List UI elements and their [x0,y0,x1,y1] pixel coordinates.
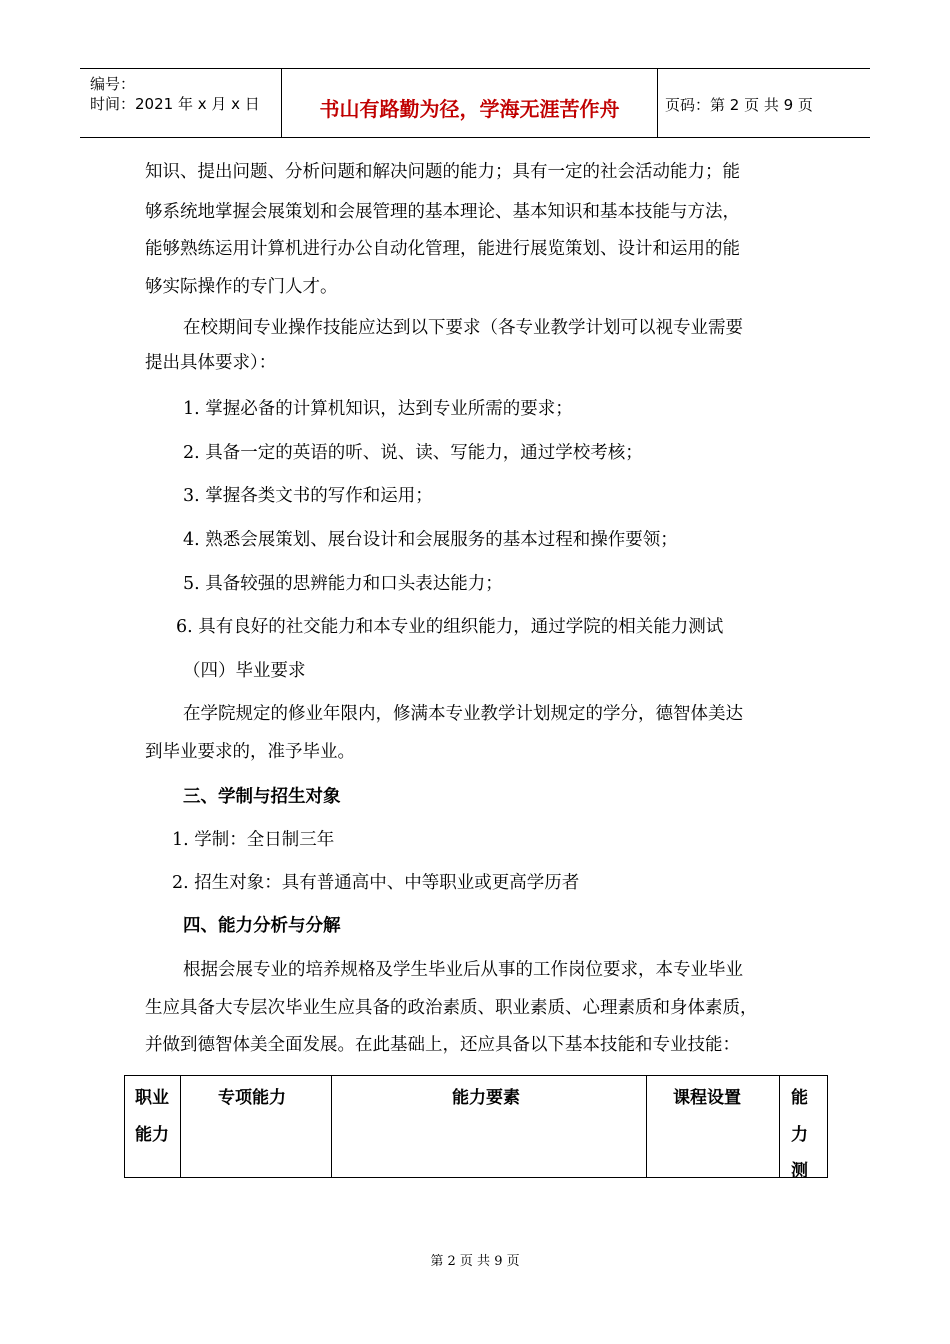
header-page-cell [659,69,870,137]
section-heading: 四、能力分析与分解 [183,916,341,936]
header-left-cell [80,69,282,137]
ability-table [124,1075,828,1181]
paragraph-line: 根据会展专业的培养规格及学生毕业后从事的工作岗位要求，本专业毕业 [183,960,743,980]
paragraph-line: 提出具体要求）： [145,353,277,373]
paragraph-line: 到毕业要求的，准予毕业。 [145,742,355,762]
motto: 书山有路勤为径，学海无涯苦作舟 [319,97,620,121]
table-header-cell: 能力 [135,1125,169,1145]
paragraph-line: 够系统地掌握会展策划和会展管理的基本理论、基本知识和基本技能与方法， [145,202,740,222]
list-item: 1. 学制：全日制三年 [172,830,335,850]
paragraph-line: 够实际操作的专门人才。 [145,277,338,297]
list-item: 4. 熟悉会展策划、展台设计和会展服务的基本过程和操作要领； [183,530,678,550]
page-footer: 第 2 页 共 9 页 [430,1254,520,1269]
header-page-label: 页码：第 2 页 共 9 页 [665,96,813,114]
list-item: 2. 具备一定的英语的听、说、读、写能力，通过学校考核； [183,443,643,463]
section-heading: 三、学制与招生对象 [183,787,341,807]
table-col-1 [125,1076,181,1177]
paragraph-line: 能够熟练运用计算机进行办公自动化管理，能进行展览策划、设计和运用的能 [145,239,740,259]
list-item: 3. 掌握各类文书的写作和运用； [183,486,433,506]
page-header [80,68,870,138]
serial-label: 编号： [90,75,136,93]
table-header-cell: 课程设置 [673,1088,741,1108]
table-header-cell: 能 [791,1088,808,1108]
table-header-cell: 专项能力 [218,1088,286,1108]
table-header-cell: 职业 [135,1088,169,1108]
paragraph-line: 并做到德智体美全面发展。在此基础上，还应具备以下基本技能和专业技能： [145,1035,740,1055]
time-label: 时间：2021 年 x 月 x 日 [90,95,260,113]
table-col-5 [780,1076,825,1181]
paragraph-line: 在学院规定的修业年限内，修满本专业教学计划规定的学分，德智体美达 [183,704,743,724]
table-header-cell: 能力要素 [452,1088,520,1108]
list-item: 5. 具备较强的思辨能力和口头表达能力； [183,574,503,594]
list-item: 1. 掌握必备的计算机知识，达到专业所需的要求； [183,399,573,419]
subsection-heading: （四）毕业要求 [183,661,306,681]
list-item: 6. 具有良好的社交能力和本专业的组织能力，通过学院的相关能力测试 [176,617,724,637]
paragraph-line: 生应具备大专层次毕业生应具备的政治素质、职业素质、心理素质和身体素质， [145,998,758,1018]
table-header-cell: 测 [791,1161,808,1181]
table-col-2 [181,1076,332,1177]
table-col-4 [647,1076,780,1177]
paragraph-line: 知识、提出问题、分析问题和解决问题的能力；具有一定的社会活动能力；能 [145,162,740,182]
table-col-3 [332,1076,647,1177]
table-header-cell: 力 [791,1125,808,1145]
paragraph-line: 在校期间专业操作技能应达到以下要求（各专业教学计划可以视专业需要 [183,318,743,338]
header-motto-cell [282,69,658,137]
list-item: 2. 招生对象：具有普通高中、中等职业或更高学历者 [172,873,580,893]
